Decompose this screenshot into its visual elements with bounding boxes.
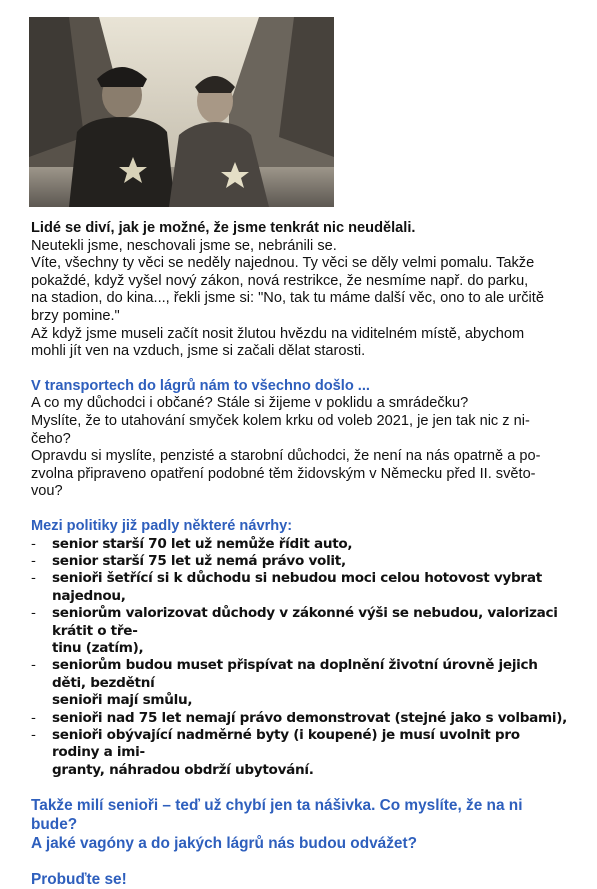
list-item: [31, 553, 571, 570]
list-item: [31, 657, 571, 709]
bullet-dash: -: [31, 605, 36, 622]
list-item-text: senior starší 70 let už nemůže řídit auto,: [52, 535, 353, 552]
intro-line: Víte, všechny ty věci se neděly najednou. Ty věci se děly velmi pomalu. Takže: [31, 255, 535, 272]
intro-line: mohli jít ven na vzduch, jsme si začali dělat starosti.: [31, 343, 366, 360]
historical-photo: [29, 17, 334, 207]
section1-line: čeho?: [31, 430, 71, 447]
section1-line: Myslíte, že to utahování smyček kolem krku od voleb 2021, je jen tak nic z ni-: [31, 412, 530, 429]
list-item: [31, 710, 571, 727]
list-item-text: senioři mají smůlu,: [52, 692, 193, 709]
bullet-dash: -: [31, 657, 36, 674]
intro-line: Neutekli jsme, neschovali jsme se, nebránili se.: [31, 237, 337, 254]
list-item-text: granty, náhradou obdrží ubytování.: [52, 761, 314, 778]
section1-heading: V transportech do lágrů nám to všechno došlo ...: [31, 377, 370, 394]
list-item-text: seniorům budou muset přispívat na doplnění životní úrovně jejich děti, bezdětní: [52, 657, 538, 691]
intro-heading: Lidé se diví, jak je možné, že jsme tenkrát nic neudělali.: [31, 220, 416, 236]
list-item: [31, 605, 571, 657]
list-item: [31, 727, 571, 779]
proposal-list: [31, 536, 571, 780]
section1-line: zvolna připraveno opatření podobné těm židovským v Německu před II. světo-: [31, 465, 536, 482]
section1-line: vou?: [31, 483, 63, 500]
intro-line: brzy pomine.": [31, 307, 120, 324]
list-item-text: senioři nad 75 let nemají právo demonstrovat (stejné jako s volbami),: [52, 709, 567, 726]
list-item-text: senior starší 75 let už nemá právo volit,: [52, 552, 346, 569]
list-item-text: tinu (zatím),: [52, 639, 144, 656]
section1-line: A co my důchodci i občané? Stále si žijeme v poklidu a smrádečku?: [31, 395, 469, 412]
list-item-text: seniorům valorizovat důchody v zákonné výši se nebudou, valorizaci krátit o tře-: [52, 605, 558, 639]
closing-line: Takže milí senioři – teď už chybí jen ta nášivka. Co myslíte, že na ni bude?: [31, 797, 523, 834]
section2-heading: Mezi politiky již padly některé návrhy:: [31, 517, 293, 534]
bullet-dash: -: [31, 552, 36, 569]
photo-couple-icon: [29, 17, 334, 207]
list-item-text: senioři šetřící si k důchodu si nebudou moci celou hotovost vybrat najednou,: [52, 570, 542, 604]
closing-final: Probuďte se!: [31, 871, 127, 889]
intro-line: na stadion, do kina..., řekli jsme si: "No, tak tu máme další věc, ono to ale určitě: [31, 290, 544, 307]
bullet-dash: -: [31, 726, 36, 743]
article-text: [31, 220, 571, 889]
intro-line: Až když jsme museli začít nosit žlutou hvězdu na viditelném místě, abychom: [31, 325, 525, 342]
bullet-dash: -: [31, 570, 36, 587]
bullet-dash: -: [31, 535, 36, 552]
closing-line: A jaké vagóny a do jakých lágrů nás budou odvážet?: [31, 835, 417, 853]
list-item: [31, 570, 571, 605]
list-item-text: senioři obývající nadměrné byty (i koupené) je musí uvolnit pro rodiny a imi-: [52, 726, 520, 761]
section1-line: Opravdu si myslíte, penzisté a starobní důchodci, že není na nás opatrně a po-: [31, 448, 541, 465]
bullet-dash: -: [31, 709, 36, 726]
intro-line: pokaždé, když vyšel nový zákon, nová restrikce, že nesmíme např. do parku,: [31, 272, 529, 289]
list-item: [31, 536, 571, 553]
